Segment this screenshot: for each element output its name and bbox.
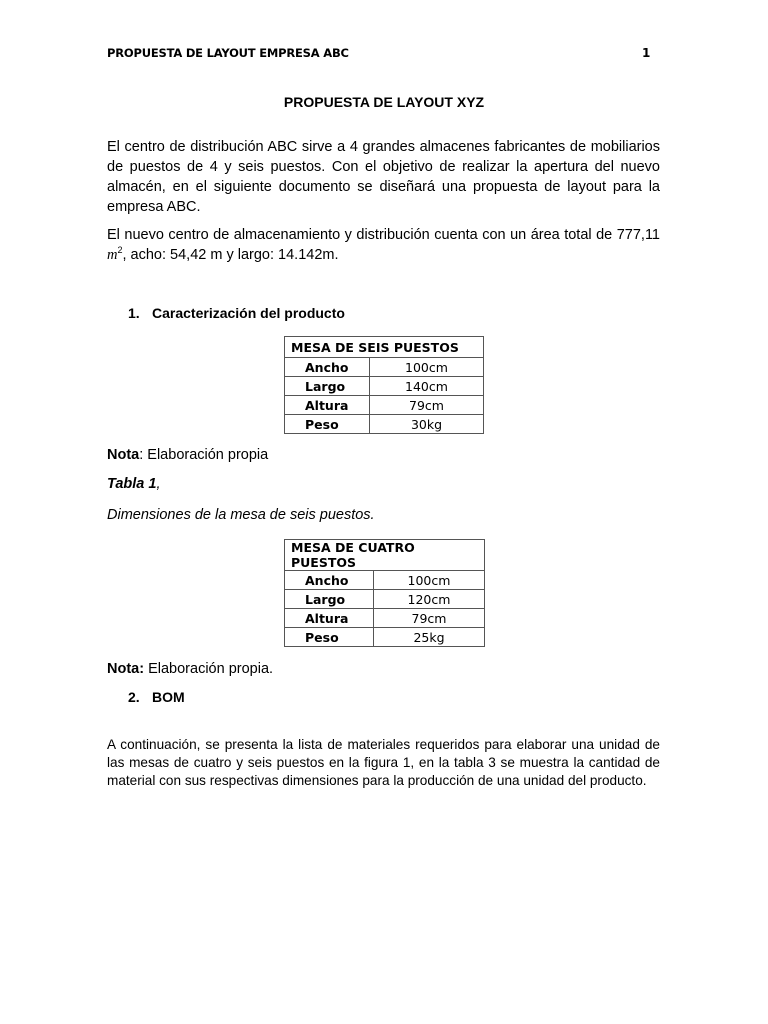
area-paragraph	[107, 225, 660, 265]
page-number: 1	[642, 46, 651, 60]
note-text: : Elaboración propia	[139, 447, 269, 463]
section-heading-1	[128, 305, 345, 321]
table-six-seats	[284, 336, 484, 434]
row-label: Peso	[285, 415, 370, 434]
area-unit: m	[107, 247, 118, 263]
row-label: Largo	[285, 377, 370, 396]
section-heading-2	[128, 689, 185, 705]
row-label: Altura	[285, 609, 374, 628]
table-caption-label: Tabla 1	[107, 476, 157, 492]
section-title: Caracterización del producto	[152, 305, 345, 321]
row-value: 140cm	[370, 377, 484, 396]
table-row	[285, 396, 484, 415]
area-exponent: 2	[117, 245, 123, 256]
note-label: Nota	[107, 447, 140, 463]
table-row	[285, 415, 484, 434]
row-value: 79cm	[370, 396, 484, 415]
area-text-after: , acho: 54,42 m y largo: 14.142m.	[122, 247, 339, 263]
table-four-seats	[284, 539, 485, 647]
table-description: Dimensiones de la mesa de seis puestos.	[107, 507, 375, 523]
row-label: Peso	[285, 628, 374, 647]
table-header: MESA DE SEIS PUESTOS	[285, 337, 484, 358]
row-label: Ancho	[285, 571, 374, 590]
row-value: 25kg	[374, 628, 485, 647]
row-value: 100cm	[370, 358, 484, 377]
table-row	[285, 571, 485, 590]
row-label: Largo	[285, 590, 374, 609]
running-header-title: PROPUESTA DE LAYOUT EMPRESA ABC	[107, 46, 349, 60]
note-label: Nota:	[107, 661, 145, 677]
row-value: 30kg	[370, 415, 484, 434]
table-caption-suffix: ,	[156, 476, 161, 492]
note-text: Elaboración propia.	[144, 661, 274, 677]
table-header: MESA DE CUATRO PUESTOS	[285, 540, 485, 571]
note-source-2	[107, 661, 273, 677]
bom-paragraph: A continuación, se presenta la lista de materiales requeridos para elaborar una unidad de las mesas de cuatro y seis puestos en la figura 1, en la tabla 3 se muestra la cantidad de material con sus respectivas dimensiones para la producción de una unidad del producto.	[107, 737, 660, 788]
intro-paragraph: El centro de distribución ABC sirve a 4 grandes almacenes fabricantes de mobiliarios de puestos de 4 y seis puestos. Con el objetivo de realizar la apertura del nuevo almacén, en el siguiente documento se diseñará una propuesta de layout para la empresa ABC.	[107, 139, 660, 215]
note-source-1	[107, 447, 268, 463]
table-caption	[107, 476, 160, 492]
row-value: 79cm	[374, 609, 485, 628]
area-text-before: El nuevo centro de almacenamiento y distribución cuenta con un área total de 777,11	[107, 227, 660, 243]
table-row	[285, 628, 485, 647]
section-number: 2.	[128, 689, 140, 705]
section-number: 1.	[128, 305, 140, 321]
row-label: Altura	[285, 396, 370, 415]
document-title: PROPUESTA DE LAYOUT XYZ	[283, 94, 485, 110]
table-row	[285, 609, 485, 628]
table-row	[285, 590, 485, 609]
row-value: 100cm	[374, 571, 485, 590]
row-value: 120cm	[374, 590, 485, 609]
table-row	[285, 358, 484, 377]
section-title: BOM	[152, 689, 185, 705]
row-label: Ancho	[285, 358, 370, 377]
table-row	[285, 377, 484, 396]
